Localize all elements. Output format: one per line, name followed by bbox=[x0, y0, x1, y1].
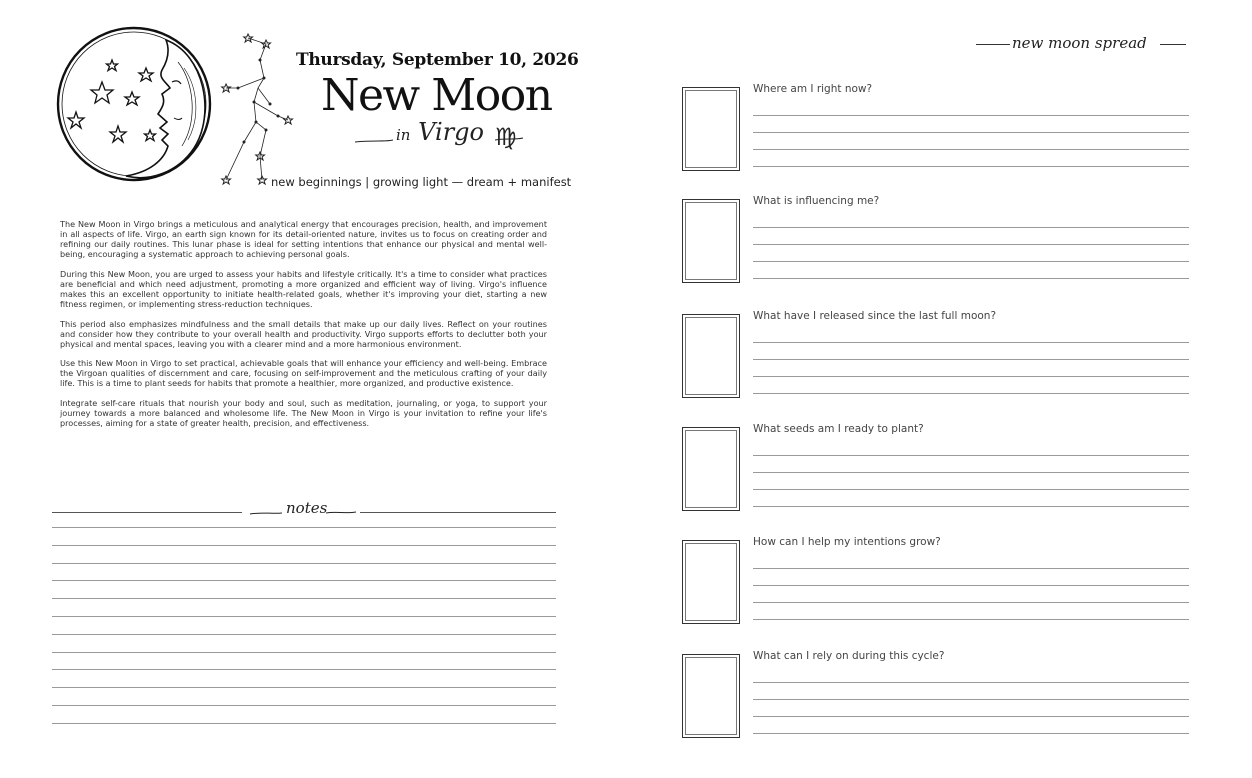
writing-line[interactable] bbox=[52, 687, 556, 688]
writing-line[interactable] bbox=[753, 376, 1189, 377]
writing-line[interactable] bbox=[52, 598, 556, 599]
writing-line[interactable] bbox=[753, 166, 1189, 167]
right-page bbox=[626, 0, 1252, 778]
prompt-question: What seeds am I ready to plant? bbox=[753, 423, 924, 435]
writing-line[interactable] bbox=[753, 359, 1189, 360]
answer-lines[interactable] bbox=[753, 568, 1189, 636]
paragraph: Integrate self-care rituals that nourish your body and soul, such as meditation, journaling, or yoga, to support your journey towards a more balanced and wholesome life. The New Moon in Virgo is your invitation to refine your life's processes, aiming for a state of greater health, precision, and effectiveness. bbox=[60, 398, 547, 429]
prompt-question: Where am I right now? bbox=[753, 83, 873, 95]
prompt-question: How can I help my intentions grow? bbox=[753, 536, 941, 548]
prompt-block bbox=[626, 423, 1252, 523]
writing-line[interactable] bbox=[753, 278, 1189, 279]
writing-line[interactable] bbox=[753, 733, 1189, 734]
description-text bbox=[60, 220, 547, 439]
virgo-constellation-icon bbox=[218, 30, 300, 190]
writing-line[interactable] bbox=[753, 682, 1189, 683]
writing-line[interactable] bbox=[753, 619, 1189, 620]
tagline: new beginnings | growing light — dream + manifest bbox=[271, 175, 572, 189]
writing-line[interactable] bbox=[753, 585, 1189, 586]
prompt-block bbox=[626, 650, 1252, 750]
sign-name bbox=[396, 118, 484, 146]
crescent-moon-face-icon bbox=[54, 22, 216, 188]
writing-line[interactable] bbox=[52, 580, 556, 581]
spread-divider bbox=[1160, 44, 1186, 45]
paragraph: The New Moon in Virgo brings a meticulous and analytical energy that encourages precision, health, and improvement in all aspects of life. Virgo, an earth sign known for its detail-oriented nature, invites us to focus on creating order and refining our daily routines. This lunar phase is ideal for setting intentions that enhance our physical and mental well-being, encouraging a systematic approach to achieving personal goals. bbox=[60, 219, 547, 259]
writing-line[interactable] bbox=[753, 506, 1189, 507]
writing-line[interactable] bbox=[52, 723, 556, 724]
writing-line[interactable] bbox=[753, 716, 1189, 717]
prompt-block bbox=[626, 536, 1252, 636]
writing-line[interactable] bbox=[753, 472, 1189, 473]
writing-line[interactable] bbox=[753, 489, 1189, 490]
card-placeholder[interactable] bbox=[682, 427, 740, 511]
writing-line[interactable] bbox=[52, 563, 556, 564]
spread-divider bbox=[976, 44, 1010, 45]
notes-lines[interactable] bbox=[52, 527, 556, 741]
writing-line[interactable] bbox=[753, 602, 1189, 603]
writing-line[interactable] bbox=[753, 342, 1189, 343]
prompt-block bbox=[626, 83, 1252, 183]
writing-line[interactable] bbox=[52, 669, 556, 670]
card-placeholder[interactable] bbox=[682, 654, 740, 738]
prompt-block bbox=[626, 195, 1252, 295]
notes-divider bbox=[360, 512, 556, 513]
writing-line[interactable] bbox=[753, 261, 1189, 262]
paragraph: This period also emphasizes mindfulness and the small details that make up our daily lives. Reflect on your routines and consider how they contribute to your overall health and productivity. Virgo supports efforts to declutter both your physical and mental spaces, leaving you with a clearer mind and a more harmonious environment. bbox=[60, 318, 547, 349]
writing-line[interactable] bbox=[753, 455, 1189, 456]
spread-header bbox=[976, 34, 1190, 56]
page-date: Thursday, September 10, 2026 bbox=[296, 50, 579, 70]
card-placeholder[interactable] bbox=[682, 87, 740, 171]
prompt-block bbox=[626, 310, 1252, 410]
writing-line[interactable] bbox=[753, 568, 1189, 569]
writing-line[interactable] bbox=[52, 634, 556, 635]
writing-line[interactable] bbox=[52, 616, 556, 617]
answer-lines[interactable] bbox=[753, 342, 1189, 410]
sign-label: Virgo bbox=[418, 118, 484, 146]
writing-line[interactable] bbox=[753, 699, 1189, 700]
card-placeholder[interactable] bbox=[682, 199, 740, 283]
writing-line[interactable] bbox=[52, 545, 556, 546]
writing-line[interactable] bbox=[753, 149, 1189, 150]
writing-line[interactable] bbox=[52, 527, 556, 528]
card-placeholder[interactable] bbox=[682, 540, 740, 624]
notes-header bbox=[52, 499, 556, 522]
writing-line[interactable] bbox=[753, 227, 1189, 228]
answer-lines[interactable] bbox=[753, 682, 1189, 750]
notes-label: notes bbox=[286, 499, 328, 517]
paragraph: Use this New Moon in Virgo to set practical, achievable goals that will enhance your efficiency and well-being. Embrace the Virgoan qualities of discernment and care, focusing on self-improvement and the meticulous crafting of your daily life. This is a time to plant seeds for habits that promote a healthier, more organized, and productive existence. bbox=[60, 358, 547, 389]
writing-line[interactable] bbox=[52, 705, 556, 706]
answer-lines[interactable] bbox=[753, 115, 1189, 183]
virgo-glyph-icon: ♍ bbox=[495, 123, 517, 151]
notes-divider bbox=[52, 512, 242, 513]
paragraph: During this New Moon, you are urged to assess your habits and lifestyle critically. It's a time to consider what practices are beneficial and which need adjustment, promoting a more organized and efficient way of living. Virgo's influence makes this an excellent opportunity to initiate health-related goals, whether it's improving your diet, starting a new fitness regimen, or implementing stress-reduction techniques. bbox=[60, 268, 547, 309]
writing-line[interactable] bbox=[753, 393, 1189, 394]
writing-line[interactable] bbox=[753, 244, 1189, 245]
answer-lines[interactable] bbox=[753, 455, 1189, 523]
sign-prefix: in bbox=[396, 126, 411, 144]
page-title: New Moon bbox=[321, 70, 552, 121]
writing-line[interactable] bbox=[753, 132, 1189, 133]
prompt-question: What can I rely on during this cycle? bbox=[753, 650, 945, 662]
spread-label: new moon spread bbox=[1012, 34, 1147, 52]
prompt-question: What have I released since the last full moon? bbox=[753, 310, 997, 322]
writing-line[interactable] bbox=[753, 115, 1189, 116]
card-placeholder[interactable] bbox=[682, 314, 740, 398]
answer-lines[interactable] bbox=[753, 227, 1189, 295]
writing-line[interactable] bbox=[52, 652, 556, 653]
prompt-question: What is influencing me? bbox=[753, 195, 880, 207]
